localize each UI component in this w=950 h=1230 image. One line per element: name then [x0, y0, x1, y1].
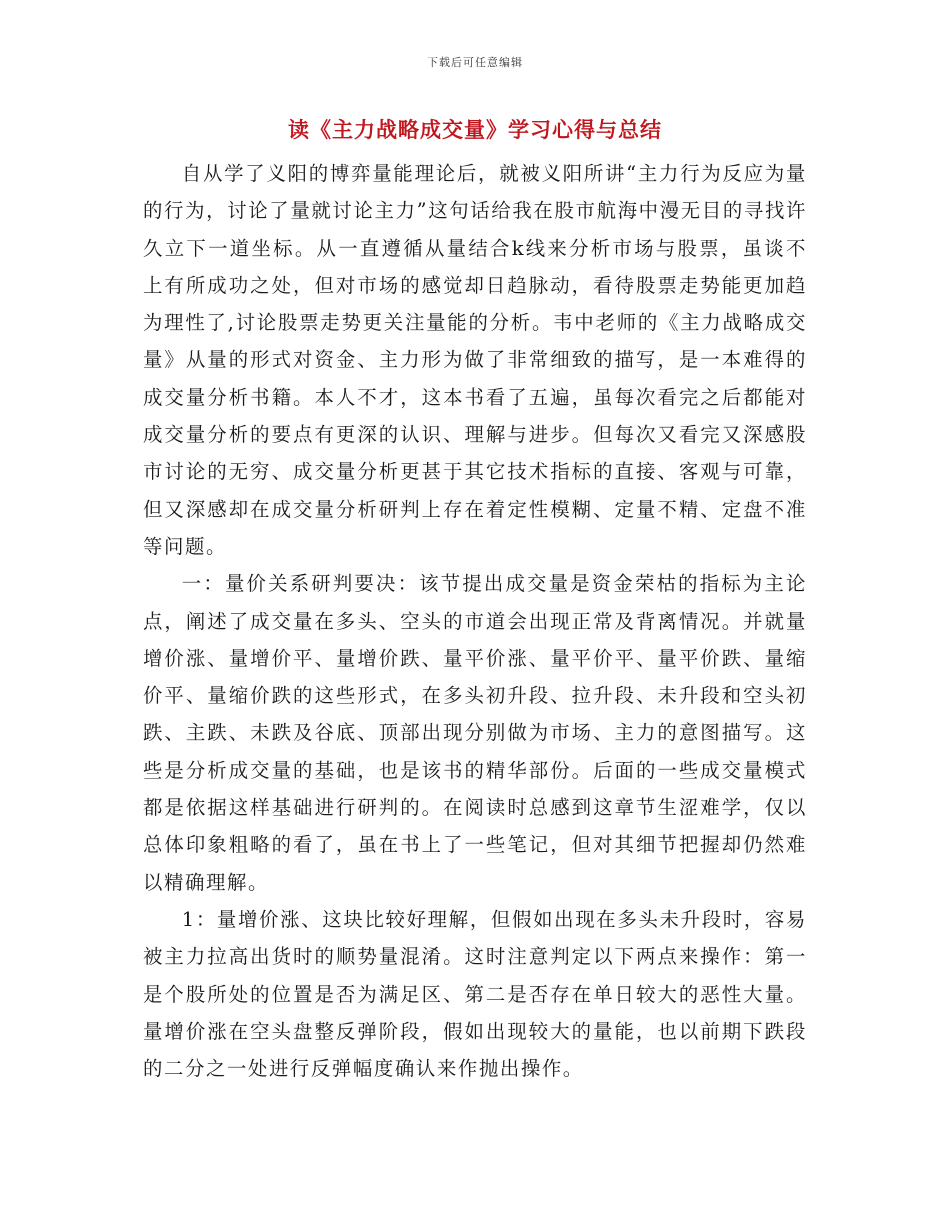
document-title: 读《主力战略成交量》学习心得与总结 [288, 117, 662, 142]
paragraph-intro: 自从学了义阳的博弈量能理论后，就被义阳所讲“主力行为反应为量的行为，讨论了量就讨论主力”这句话给我在股市航海中漫无目的寻找许久立下一道坐标。从一直遵循从量结合k线来分析市场与股票，虽谈不上有所成功之处，但对市场的感觉却日趋脉动，看待股票走势能更加趋为理性了,讨论股票走势更关注量能的分析。韦中老师的《主力战略成交量》从量的形式对资金、主力形为做了非常细致的描写，是一本难得的成交量分析书籍。本人不才，这本书看了五遍，虽每次看完之后都能对成交量分析的要点有更深的认识、理解与进步。但每次又看完又深感股市讨论的无穷、成交量分析更甚于其它技术指标的直接、客观与可靠，但又深感却在成交量分析研判上存在着定性模糊、定量不精、定盘不准等问题。 [143, 162, 807, 558]
header-note: 下载后可任意编辑 [427, 56, 523, 69]
document-body [143, 155, 807, 1087]
paragraph-section-one: 一：量价关系研判要决：该节提出成交量是资金荣枯的指标为主论点，阐述了成交量在多头、空头的市道会出现正常及背离情况。并就量增价涨、量增价平、量增价跌、量平价涨、量平价平、量平价跌、量缩价平、量缩价跌的这些形式，在多头初升段、拉升段、未升段和空头初跌、主跌、未跌及谷底、顶部出现分别做为市场、主力的意图描写。这些是分析成交量的基础，也是该书的精华部份。后面的一些成交量模式都是依据这样基础进行研判的。在阅读时总感到这章节生涩难学，仅以总体印象粗略的看了，虽在书上了一些笔记，但对其细节把握却仍然难以精确理解。 [143, 572, 807, 894]
paragraph-point-one: 1：量增价涨、这块比较好理解，但假如出现在多头未升段时，容易被主力拉高出货时的顺势量混淆。这时注意判定以下两点来操作：第一是个股所处的位置是否为满足区、第二是否存在单日较大的恶性大量。量增价涨在空头盘整反弹阶段，假如出现较大的量能，也以前期下跌段的二分之一处进行反弹幅度确认来作抛出操作。 [143, 907, 807, 1081]
